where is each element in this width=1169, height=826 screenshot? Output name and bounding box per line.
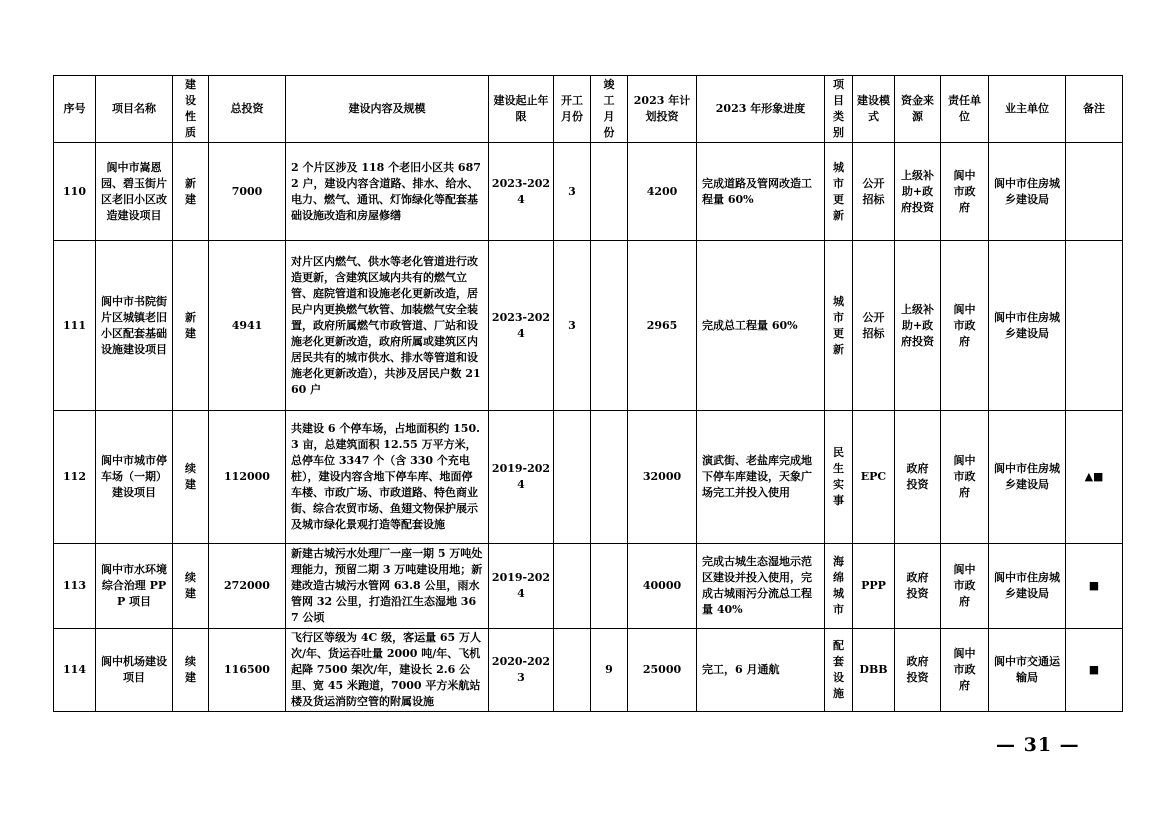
- cell-owner: 阆中市交通运输局: [989, 629, 1066, 712]
- cell-name: 阆中机场建设项目: [96, 629, 173, 712]
- cell-owner: 阆中市住房城乡建设局: [989, 241, 1066, 411]
- header-period: 建设起止年限: [489, 76, 554, 143]
- cell-period: 2019-2024: [489, 544, 554, 629]
- cell-end: [591, 143, 628, 241]
- header-row: [54, 76, 1123, 143]
- header-category: 项目类别: [825, 76, 853, 143]
- header-mode: 建设模式: [853, 76, 895, 143]
- cell-no: 113: [54, 544, 96, 629]
- cell-resp: 阆中市政府: [941, 411, 989, 544]
- cell-note: ▲■: [1066, 411, 1123, 544]
- cell-category: 城市更新: [825, 241, 853, 411]
- cell-category: 海绵城市: [825, 544, 853, 629]
- cell-plan: 25000: [628, 629, 697, 712]
- cell-category: 配套设施: [825, 629, 853, 712]
- page-number: — 31 —: [996, 734, 1080, 756]
- cell-fund: 上级补助+政府投资: [895, 241, 941, 411]
- cell-period: 2023-2024: [489, 241, 554, 411]
- project-table: [53, 75, 1123, 712]
- cell-note: [1066, 143, 1123, 241]
- table-row: [54, 143, 1123, 241]
- cell-content: 2 个片区涉及 118 个老旧小区共 6872 户，建设内容含道路、排水、给水、电力、燃气、通讯、灯饰绿化等配套基础设施改造和房屋修缮: [286, 143, 489, 241]
- cell-content: 新建古城污水处理厂一座一期 5 万吨处理能力，预留二期 3 万吨建设用地；新建改造古城污水管网 63.8 公里，雨水管网 32 公里，打造沿江生态湿地 367 公顷: [286, 544, 489, 629]
- cell-mode: PPP: [853, 544, 895, 629]
- cell-resp: 阆中市政府: [941, 544, 989, 629]
- table-row: [54, 629, 1123, 712]
- cell-plan: 32000: [628, 411, 697, 544]
- cell-start: [554, 544, 591, 629]
- cell-nature: 续建: [173, 629, 209, 712]
- cell-resp: 阆中市政府: [941, 629, 989, 712]
- cell-fund: 政府投资: [895, 629, 941, 712]
- cell-start: [554, 411, 591, 544]
- header-end: 竣工月份: [591, 76, 628, 143]
- cell-mode: 公开招标: [853, 143, 895, 241]
- cell-progress: 完工，6 月通航: [697, 629, 825, 712]
- cell-name: 阆中市城市停车场（一期）建设项目: [96, 411, 173, 544]
- cell-total: 272000: [209, 544, 286, 629]
- cell-mode: DBB: [853, 629, 895, 712]
- cell-name: 阆中市水环境综合治理 PPP 项目: [96, 544, 173, 629]
- cell-end: [591, 241, 628, 411]
- cell-total: 7000: [209, 143, 286, 241]
- cell-content: 飞行区等级为 4C 级，客运量 65 万人次/年、货运吞吐量 2000 吨/年、飞机起降 7500 架次/年，建设长 2.6 公里、宽 45 米跑道，7000 平方米航站楼及货运消防空管的附属设施: [286, 629, 489, 712]
- cell-nature: 续建: [173, 411, 209, 544]
- cell-owner: 阆中市住房城乡建设局: [989, 143, 1066, 241]
- cell-category: 民生实事: [825, 411, 853, 544]
- cell-total: 116500: [209, 629, 286, 712]
- cell-resp: 阆中市政府: [941, 143, 989, 241]
- header-owner: 业主单位: [989, 76, 1066, 143]
- cell-period: 2023-2024: [489, 143, 554, 241]
- header-fund: 资金来源: [895, 76, 941, 143]
- cell-fund: 政府投资: [895, 544, 941, 629]
- cell-end: [591, 544, 628, 629]
- cell-period: 2019-2024: [489, 411, 554, 544]
- header-no: 序号: [54, 76, 96, 143]
- cell-start: [554, 629, 591, 712]
- cell-total: 4941: [209, 241, 286, 411]
- cell-plan: 4200: [628, 143, 697, 241]
- cell-end: 9: [591, 629, 628, 712]
- header-total: 总投资: [209, 76, 286, 143]
- cell-name: 阆中市书院街片区城镇老旧小区配套基础设施建设项目: [96, 241, 173, 411]
- cell-mode: 公开招标: [853, 241, 895, 411]
- cell-fund: 政府投资: [895, 411, 941, 544]
- header-start: 开工月份: [554, 76, 591, 143]
- cell-end: [591, 411, 628, 544]
- cell-category: 城市更新: [825, 143, 853, 241]
- cell-content: 对片区内燃气、供水等老化管道进行改造更新，含建筑区域内共有的燃气立管、庭院管道和设施老化更新改造，居民户内更换燃气软管、加装燃气安全装置，政府所属燃气市政管道、厂站和设施老化更新改造，政府所属或建筑区内居民共有的城市供水、排水等管道和设施老化更新改造），共涉及居民户数 2160 户: [286, 241, 489, 411]
- cell-owner: 阆中市住房城乡建设局: [989, 544, 1066, 629]
- cell-no: 110: [54, 143, 96, 241]
- cell-note: [1066, 241, 1123, 411]
- header-content: 建设内容及规模: [286, 76, 489, 143]
- cell-plan: 40000: [628, 544, 697, 629]
- cell-progress: 完成总工程量 60%: [697, 241, 825, 411]
- cell-total: 112000: [209, 411, 286, 544]
- cell-progress: 演武街、老盐库完成地下停车库建设，天象广场完工并投入使用: [697, 411, 825, 544]
- cell-period: 2020-2023: [489, 629, 554, 712]
- cell-progress: 完成古城生态湿地示范区建设并投入使用，完成古城雨污分流总工程量 40%: [697, 544, 825, 629]
- table-row: [54, 411, 1123, 544]
- header-plan: 2023 年计划投资: [628, 76, 697, 143]
- header-name: 项目名称: [96, 76, 173, 143]
- table-row: [54, 544, 1123, 629]
- cell-owner: 阆中市住房城乡建设局: [989, 411, 1066, 544]
- cell-nature: 新建: [173, 143, 209, 241]
- cell-nature: 续建: [173, 544, 209, 629]
- cell-progress: 完成道路及管网改造工程量 60%: [697, 143, 825, 241]
- cell-nature: 新建: [173, 241, 209, 411]
- cell-no: 112: [54, 411, 96, 544]
- table-row: [54, 241, 1123, 411]
- cell-mode: EPC: [853, 411, 895, 544]
- cell-content: 共建设 6 个停车场，占地面积约 150.3 亩，总建筑面积 12.55 万平方米，总停车位 3347 个（含 330 个充电桩），建设内容含地下停车库、地面停车楼、市政广场、市政道路、特色商业街、综合农贸市场、鱼翅文物保护展示及城市绿化景观打造等配套设施: [286, 411, 489, 544]
- header-nature: 建设性质: [173, 76, 209, 143]
- cell-name: 阆中市嵩恩园、碧玉街片区老旧小区改造建设项目: [96, 143, 173, 241]
- cell-fund: 上级补助+政府投资: [895, 143, 941, 241]
- header-note: 备注: [1066, 76, 1123, 143]
- cell-note: ■: [1066, 629, 1123, 712]
- cell-start: 3: [554, 143, 591, 241]
- header-progress: 2023 年形象进度: [697, 76, 825, 143]
- header-resp: 责任单位: [941, 76, 989, 143]
- cell-resp: 阆中市政府: [941, 241, 989, 411]
- cell-no: 114: [54, 629, 96, 712]
- cell-no: 111: [54, 241, 96, 411]
- cell-plan: 2965: [628, 241, 697, 411]
- cell-note: ■: [1066, 544, 1123, 629]
- cell-start: 3: [554, 241, 591, 411]
